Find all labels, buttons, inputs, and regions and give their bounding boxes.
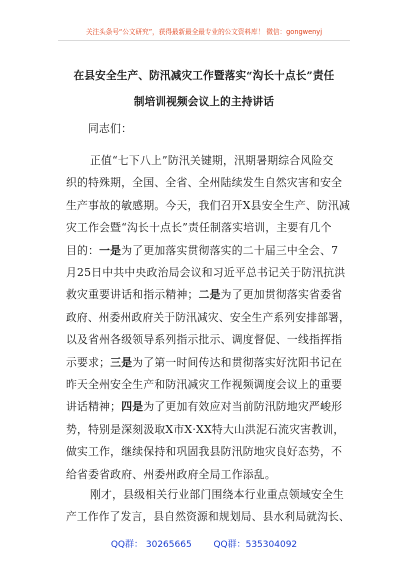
text-run: 为了更加有效应对当前防汛防地灾严峻形: [143, 400, 343, 414]
text-run: 以及省州各级领导系列指示批示、调度督促、一线指挥指: [66, 333, 343, 347]
body-text-line: [66, 468, 276, 481]
body-text-line: [66, 311, 350, 324]
text-run: 生产事故的敏感期。今天，我们召开X县安全生产、防汛减: [66, 198, 351, 212]
text-run: 目的：: [66, 243, 100, 257]
body-text-line: [66, 378, 342, 391]
text-run: 为了更加落实贯彻落实的二十届三中全会、7: [121, 243, 339, 257]
body-text-line: [66, 221, 332, 234]
body-text-line: [66, 288, 342, 301]
emphasis-marker: 三是: [110, 355, 133, 369]
text-run: 救灾重要讲话和指示精神；: [66, 288, 199, 302]
document-title-line-1: 在县安全生产、防汛减灾工作暨落实“沟长十点长”责任: [73, 70, 335, 82]
text-run: 正值“七下八上”防汛关键期，汛期暑期综合风险交: [90, 154, 334, 167]
emphasis-marker: 四是: [121, 400, 144, 414]
body-text-line: [90, 488, 344, 501]
text-run: 讲话精神；: [66, 400, 122, 414]
text-run: 做实工作，继续保持和巩固我县防汛防地灾良好态势，不: [66, 445, 343, 459]
emphasis-marker: 二是: [198, 288, 221, 302]
document-title-line-2: 制培训视频会议上的主持讲话: [133, 96, 275, 108]
text-run: 月25日中共中央政治局会议和习近平总书记关于防汛抗洪: [66, 266, 346, 279]
body-text-line: [66, 510, 350, 523]
text-run: 刚才，县级相关行业部门围绕本行业重点领域安全生: [90, 488, 345, 501]
text-run: 势，特别是深刻汲取X市X·XX特大山洪泥石流灾害教训，: [66, 422, 345, 436]
text-run: 政府、州委州政府关于防汛减灾、安全生产系列安排部署，: [66, 310, 350, 324]
text-run: 织的特殊期，全国、全省、全州陆续发生自然灾害和安全: [66, 176, 343, 190]
body-text-line: [66, 333, 342, 346]
header-banner: 关注头条号“公文研究”，获得最新最全最专业的公文资料库！ 微信：gongwenyj: [85, 28, 323, 36]
text-run: 给省委省政府、州委州政府全局工作添乱。: [66, 467, 276, 481]
text-run: 为了第一时间传达和贯彻落实好沈阳书记在: [132, 355, 343, 369]
footer-qq-group-1: QQ群： 30265665: [110, 540, 192, 550]
body-text-line: [66, 445, 342, 458]
text-run: 灾工作会暨“沟长十点长”责任制落实培训，主要有几个: [66, 221, 332, 235]
body-text-line: [66, 400, 342, 413]
text-run: 昨天全州安全生产和防汛减灾工作视频调度会议上的重要: [66, 378, 343, 391]
body-text-line: [66, 356, 342, 369]
greeting: 同志们：: [88, 122, 133, 135]
body-text-line: [66, 199, 350, 212]
emphasis-marker: 一是: [99, 243, 122, 257]
text-run: 为了更加贯彻落实省委省: [220, 288, 343, 302]
text-run: 产工作作了发言，县自然资源和规划局、县水利局就沟长、: [66, 510, 350, 524]
body-text-line: [66, 244, 338, 257]
body-text-line: [66, 423, 344, 436]
footer-qq-groups: [0, 537, 408, 550]
body-text-line: [66, 176, 342, 189]
body-text-line: [66, 266, 345, 279]
footer-qq-group-2: QQ群：535304092: [213, 540, 298, 550]
body-text-line: [90, 154, 334, 167]
header-divider: [58, 40, 350, 41]
text-run: 示要求；: [66, 355, 111, 369]
